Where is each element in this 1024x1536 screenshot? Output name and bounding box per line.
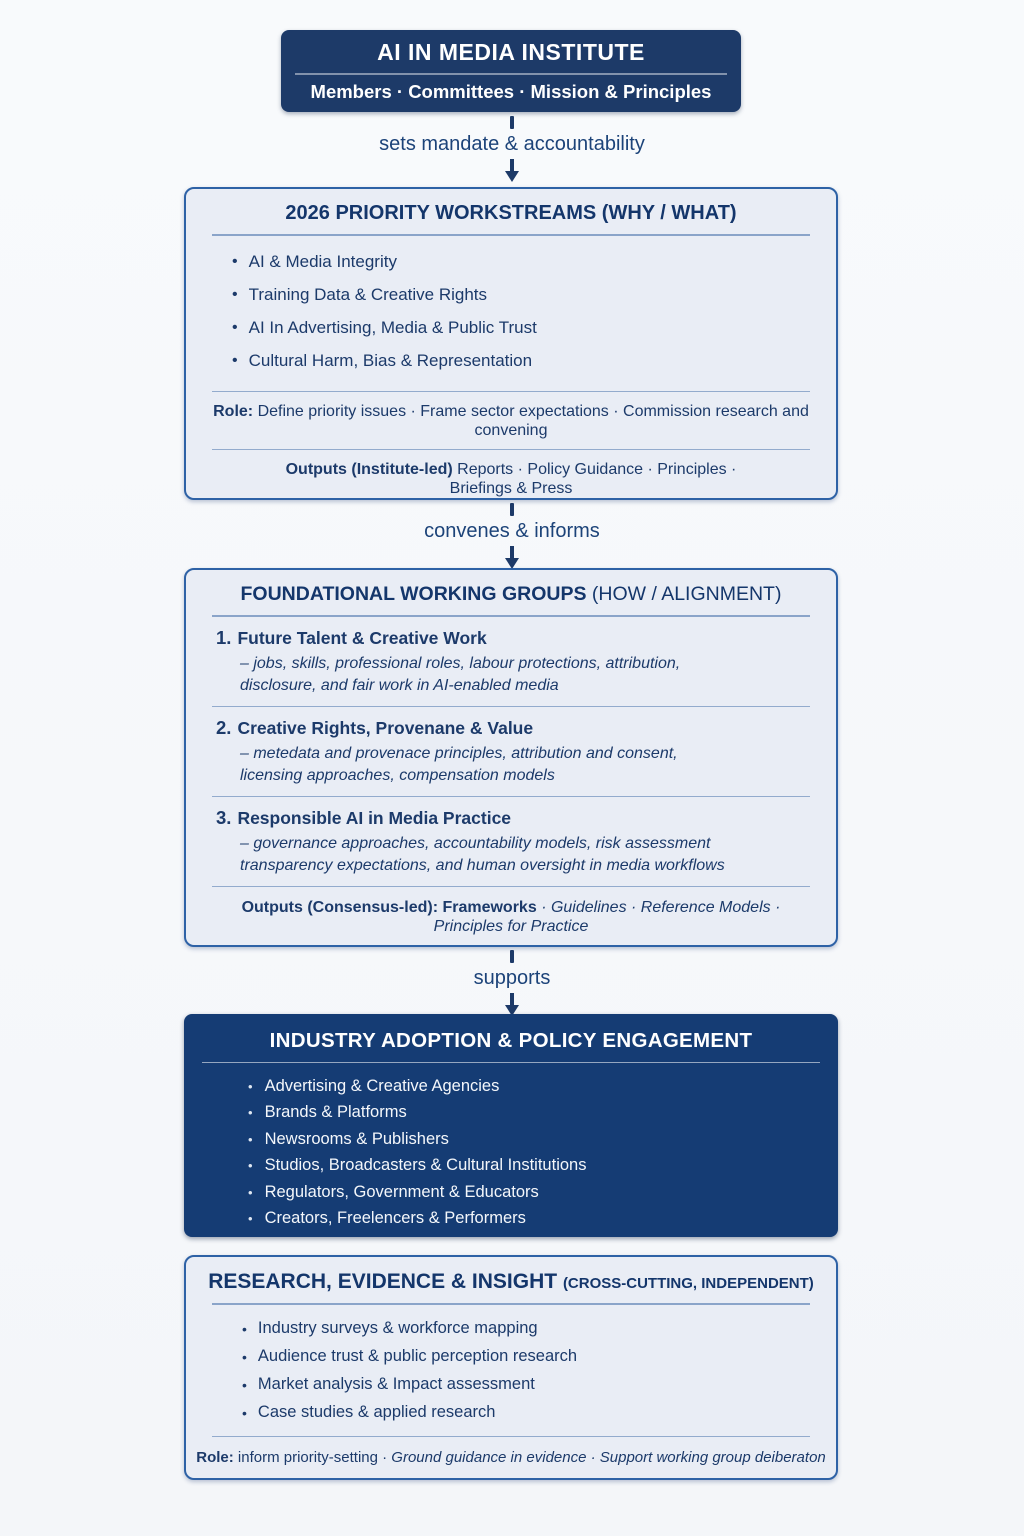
- arrow-down-icon: [505, 159, 519, 182]
- institute-title: AI IN MEDIA INSTITUTE: [377, 39, 645, 66]
- list-item: • Audience trust & public perception research: [242, 1343, 836, 1371]
- list-item: • Cultural Harm, Bias & Representation: [232, 345, 836, 378]
- section-divider: [212, 886, 810, 887]
- industry-adoption-list: [184, 1063, 838, 1232]
- list-item: • AI In Advertising, Media & Public Trust: [232, 312, 836, 345]
- connector-stub: [510, 503, 514, 516]
- priority-outputs-line: [261, 460, 761, 498]
- header-divider: [295, 73, 727, 75]
- role-label: Role:: [213, 402, 254, 420]
- item-number: 2.: [216, 716, 232, 738]
- connector-stub: [510, 950, 514, 963]
- list-item: • Market analysis & Impact assessment: [242, 1371, 836, 1399]
- working-groups-box: [184, 568, 838, 947]
- list-item: • Newsrooms & Publishers: [248, 1126, 838, 1153]
- connector-mandate: [0, 116, 1024, 182]
- role-text: Define priority issues · Frame sector expectations · Commission research and convening: [257, 402, 809, 439]
- working-groups-title: [186, 570, 836, 606]
- connector-mandate-label: sets mandate & accountability: [379, 133, 645, 155]
- list-item: • Studios, Broadcasters & Cultural Institutions: [248, 1153, 838, 1180]
- outputs-text: Reports · Policy Guidance · Principles · Briefings & Press: [449, 460, 737, 497]
- research-box: [184, 1255, 838, 1480]
- industry-adoption-title: INDUSTRY ADOPTION & POLICY ENGAGEMENT: [269, 1029, 753, 1052]
- role-label: Role:: [196, 1448, 234, 1466]
- working-group-item: [186, 707, 836, 787]
- item-description: – metedata and provenace principles, attribution and consent, licensing approaches, compensation models: [240, 744, 678, 784]
- connector-supports: [0, 950, 1024, 1016]
- connector-convenes-label: convenes & informs: [424, 520, 600, 542]
- priority-workstreams-box: [184, 187, 838, 500]
- working-group-item: [186, 797, 836, 877]
- arrow-down-icon: [505, 993, 519, 1016]
- connector-convenes: [0, 503, 1024, 569]
- working-group-item: [186, 617, 836, 697]
- connector-supports-label: supports: [473, 967, 551, 989]
- item-title: Responsible AI in Media Practice: [237, 807, 512, 828]
- industry-adoption-box: [184, 1014, 838, 1237]
- research-list: [186, 1305, 836, 1427]
- list-item: • Industry surveys & workforce mapping: [242, 1315, 836, 1343]
- item-number: 3.: [216, 806, 232, 828]
- outputs-label: Outputs (Institute-led): [285, 460, 453, 478]
- priority-workstreams-list: [186, 236, 836, 382]
- item-title: Future Talent & Creative Work: [237, 627, 487, 648]
- title-regular: (HOW / ALIGNMENT): [591, 583, 782, 605]
- institute-subtitle: Members · Committees · Mission & Principles: [310, 80, 712, 102]
- list-item: • Regulators, Government & Educators: [248, 1179, 838, 1206]
- institute-header-box: [281, 30, 741, 112]
- outputs-label: Outputs (Consensus-led): Frameworks: [241, 899, 537, 917]
- research-role-line: [186, 1449, 836, 1466]
- list-item: • Case studies & applied research: [242, 1399, 836, 1427]
- list-item: • Training Data & Creative Rights: [232, 279, 836, 312]
- arrow-down-icon: [505, 546, 519, 569]
- priority-workstreams-title: 2026 PRIORITY WORKSTREAMS (WHY / WHAT): [285, 202, 737, 224]
- role-text-italic: Ground guidance in evidence · Support working group deiberaton: [391, 1448, 826, 1466]
- title-main: RESEARCH, EVIDENCE & INSIGHT: [208, 1270, 558, 1293]
- section-divider: [212, 449, 810, 450]
- outputs-text: · Guidelines · Reference Models · Principles for Practice: [433, 899, 781, 936]
- item-description: – jobs, skills, professional roles, labour protections, attribution, disclosure, and fair work in AI-enabled media: [240, 654, 681, 694]
- section-divider: [212, 1436, 810, 1437]
- connector-stub: [510, 116, 514, 129]
- working-groups-outputs-line: [211, 898, 811, 936]
- item-description: – governance approaches, accountability models, risk assessment transparency expectations, and human oversight in media workflows: [240, 834, 725, 874]
- list-item: • Brands & Platforms: [248, 1100, 838, 1127]
- list-item: • Creators, Freelencers & Performers: [248, 1206, 838, 1233]
- item-number: 1.: [216, 626, 232, 648]
- list-item: • AI & Media Integrity: [232, 246, 836, 279]
- priority-role-line: [206, 402, 816, 440]
- research-title: [186, 1257, 836, 1294]
- title-parenthetical: (CROSS-CUTTING, INDEPENDENT): [562, 1275, 814, 1292]
- item-title: Creative Rights, Provenane & Value: [237, 717, 534, 738]
- title-bold: FOUNDATIONAL WORKING GROUPS: [240, 583, 587, 605]
- role-text-regular: inform priority-setting ·: [237, 1448, 388, 1466]
- section-divider: [212, 391, 810, 392]
- list-item: • Advertising & Creative Agencies: [248, 1073, 838, 1100]
